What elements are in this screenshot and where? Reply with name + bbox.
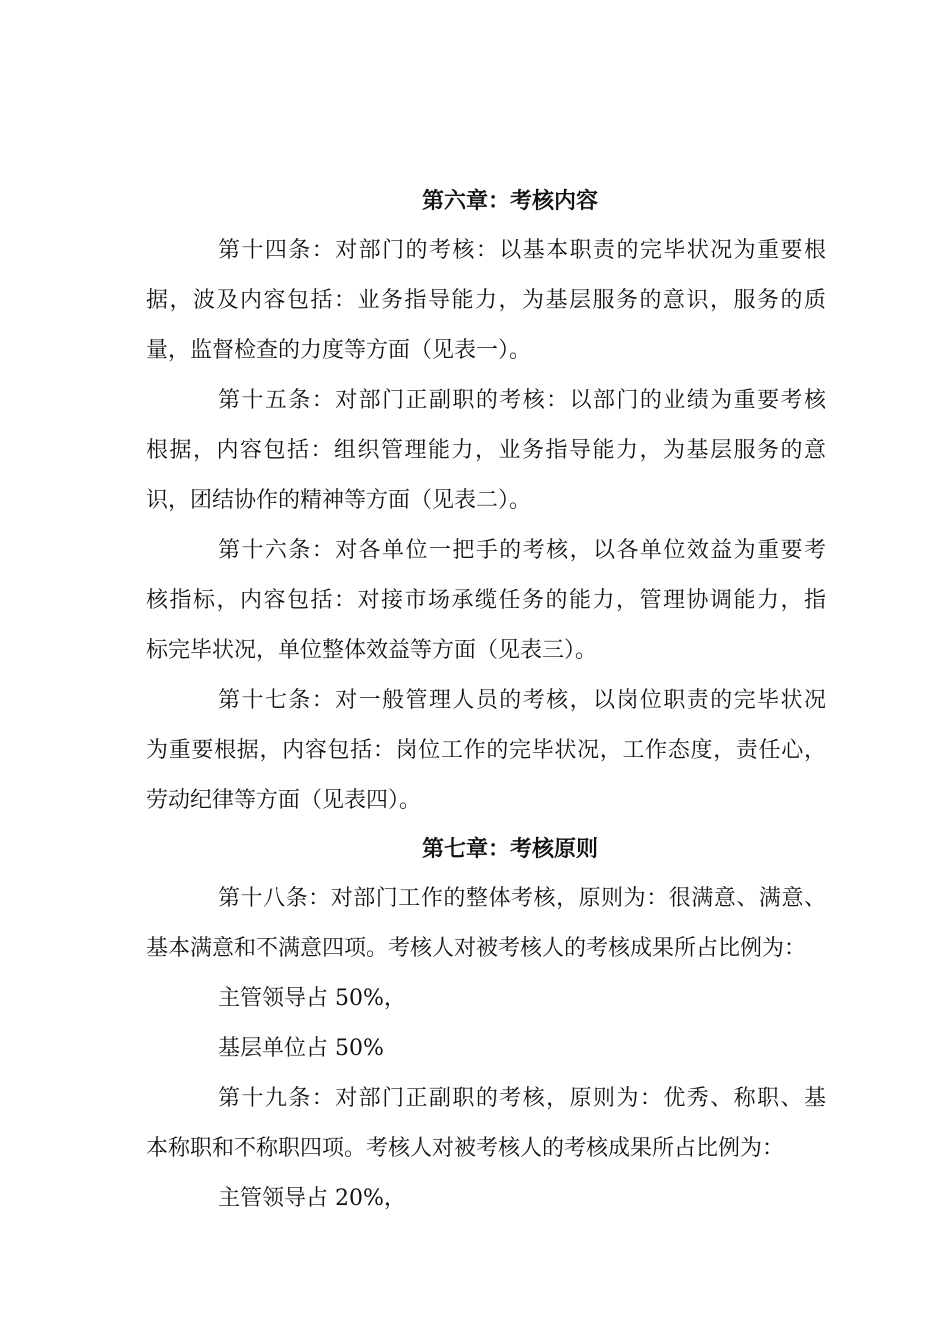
article-19-item-1: 主管领导占 20%， bbox=[218, 1186, 406, 1211]
article-18-item-1: 主管领导占 50%， bbox=[218, 986, 406, 1011]
article-17-line-3: 劳动纪律等方面（见表四）。 bbox=[146, 788, 422, 813]
article-19-line-2: 本称职和不称职四项。考核人对被考核人的考核成果所占比例为： bbox=[146, 1136, 785, 1161]
article-15-line-3: 识，团结协作的精神等方面（见表二）。 bbox=[146, 488, 532, 513]
article-16-line-2: 核指标，内容包括：对接市场承缆任务的能力，管理协调能力，指 bbox=[146, 588, 826, 613]
article-17-line-2: 为重要根据，内容包括：岗位工作的完毕状况，工作态度，责任心， bbox=[146, 738, 826, 763]
article-14-line-1: 第十四条：对部门的考核：以基本职责的完毕状况为重要根 bbox=[218, 238, 826, 263]
chapter-7-title: 第七章：考核原则 bbox=[421, 836, 598, 862]
article-15-line-2: 根据，内容包括：组织管理能力，业务指导能力，为基层服务的意 bbox=[146, 438, 826, 463]
article-18-line-2: 基本满意和不满意四项。考核人对被考核人的考核成果所占比例为： bbox=[146, 936, 807, 961]
article-14-line-3: 量，监督检查的力度等方面（见表一）。 bbox=[146, 338, 532, 363]
article-16-line-1: 第十六条：对各单位一把手的考核，以各单位效益为重要考 bbox=[218, 538, 826, 563]
article-14-line-2: 据，波及内容包括：业务指导能力，为基层服务的意识，服务的质 bbox=[146, 288, 826, 313]
article-19-line-1: 第十九条：对部门正副职的考核，原则为：优秀、称职、基 bbox=[218, 1086, 826, 1111]
article-18-item-2: 基层单位占 50% bbox=[218, 1036, 384, 1061]
chapter-6-title: 第六章：考核内容 bbox=[421, 188, 598, 214]
article-15-line-1: 第十五条：对部门正副职的考核：以部门的业绩为重要考核 bbox=[218, 388, 826, 413]
article-17-line-1: 第十七条：对一般管理人员的考核，以岗位职责的完毕状况 bbox=[218, 688, 826, 713]
article-16-line-3: 标完毕状况，单位整体效益等方面（见表三）。 bbox=[146, 638, 598, 663]
article-18-line-1: 第十八条：对部门工作的整体考核，原则为：很满意、满意、 bbox=[218, 886, 826, 911]
